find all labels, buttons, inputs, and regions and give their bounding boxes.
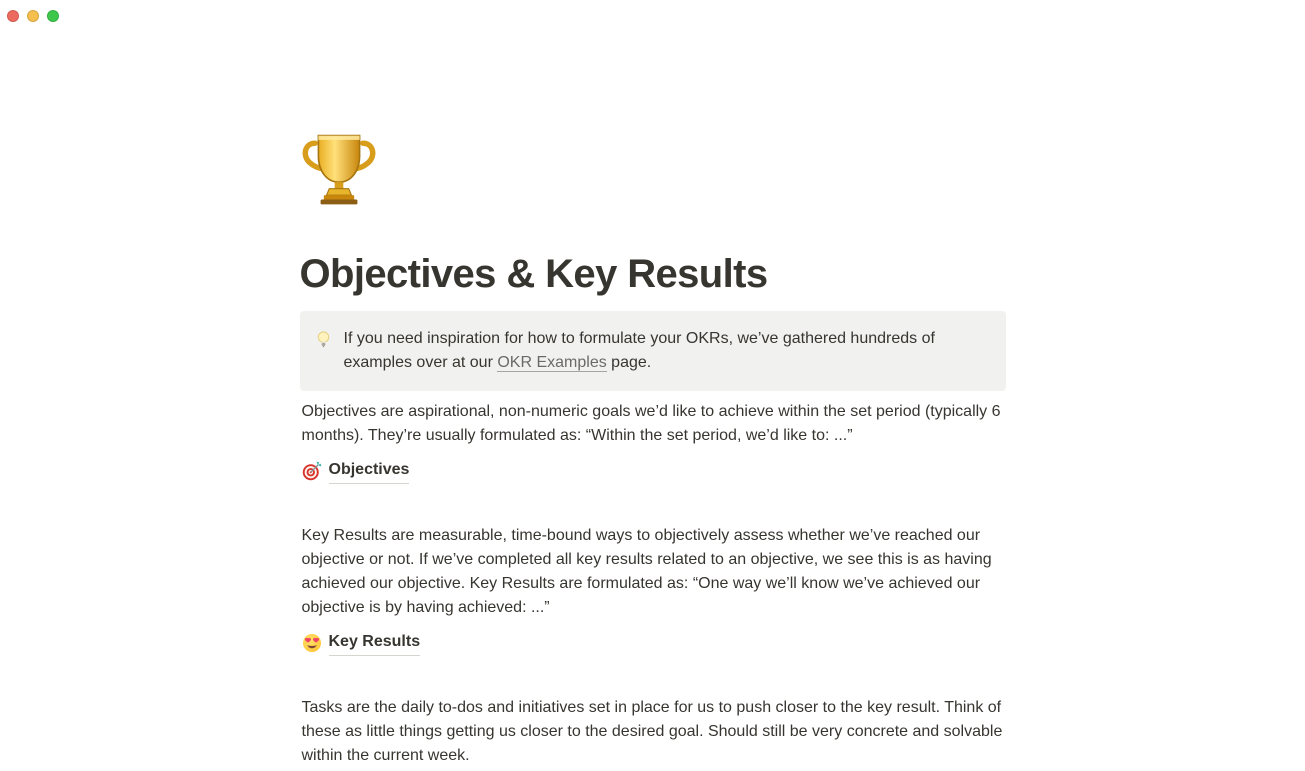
callout-text-after: page.: [606, 354, 652, 371]
objectives-paragraph[interactable]: Objectives are aspirational, non-numeric goals we’d like to achieve within the set period (typically 6 months). They’re usually formulated as: “Within the set period, we’d like to: ...”: [301, 403, 1001, 444]
key-results-page-link-label: Key Results: [329, 630, 421, 656]
light-bulb-icon: [314, 330, 333, 349]
window-controls: [7, 10, 59, 22]
okr-examples-link[interactable]: OKR Examples: [497, 354, 607, 371]
trophy-icon: [300, 128, 378, 206]
zoom-window-button[interactable]: [47, 10, 59, 22]
objectives-page-link-label: Objectives: [329, 458, 410, 484]
objectives-page-link-block: [300, 455, 1006, 489]
page-title[interactable]: Objectives & Key Results: [299, 252, 768, 296]
page-icon-button[interactable]: [300, 128, 378, 206]
minimize-window-button[interactable]: [27, 10, 39, 22]
tasks-paragraph[interactable]: Tasks are the daily to-dos and initiatives set in place for us to push closer to the key result. Think of these as little things getting us closer to the desired goal. Should still be very concrete and solvable within the current week.: [301, 699, 1003, 764]
heart-eyes-icon: [302, 633, 323, 654]
document-content: [300, 0, 1006, 771]
callout-text-before: If you need inspiration for how to formulate your OKRs, we’ve gathered hundreds of examples over at our: [343, 330, 935, 371]
callout-block[interactable]: [300, 311, 1006, 391]
dart-icon: [302, 461, 323, 482]
callout-text: [344, 327, 990, 375]
callout-icon: [312, 327, 336, 351]
close-window-button[interactable]: [7, 10, 19, 22]
key-results-page-link[interactable]: [302, 630, 421, 656]
key-results-paragraph[interactable]: Key Results are measurable, time-bound ways to objectively assess whether we’ve reached our objective or not. If we’ve completed all key results related to an objective, we see this is as having achieved our objective. Key Results are formulated as: “One way we’ll know we’ve achieved our objective is by having achieved: ...”: [301, 527, 992, 616]
objectives-page-link[interactable]: [302, 458, 410, 484]
key-results-page-link-block: [300, 627, 1006, 661]
